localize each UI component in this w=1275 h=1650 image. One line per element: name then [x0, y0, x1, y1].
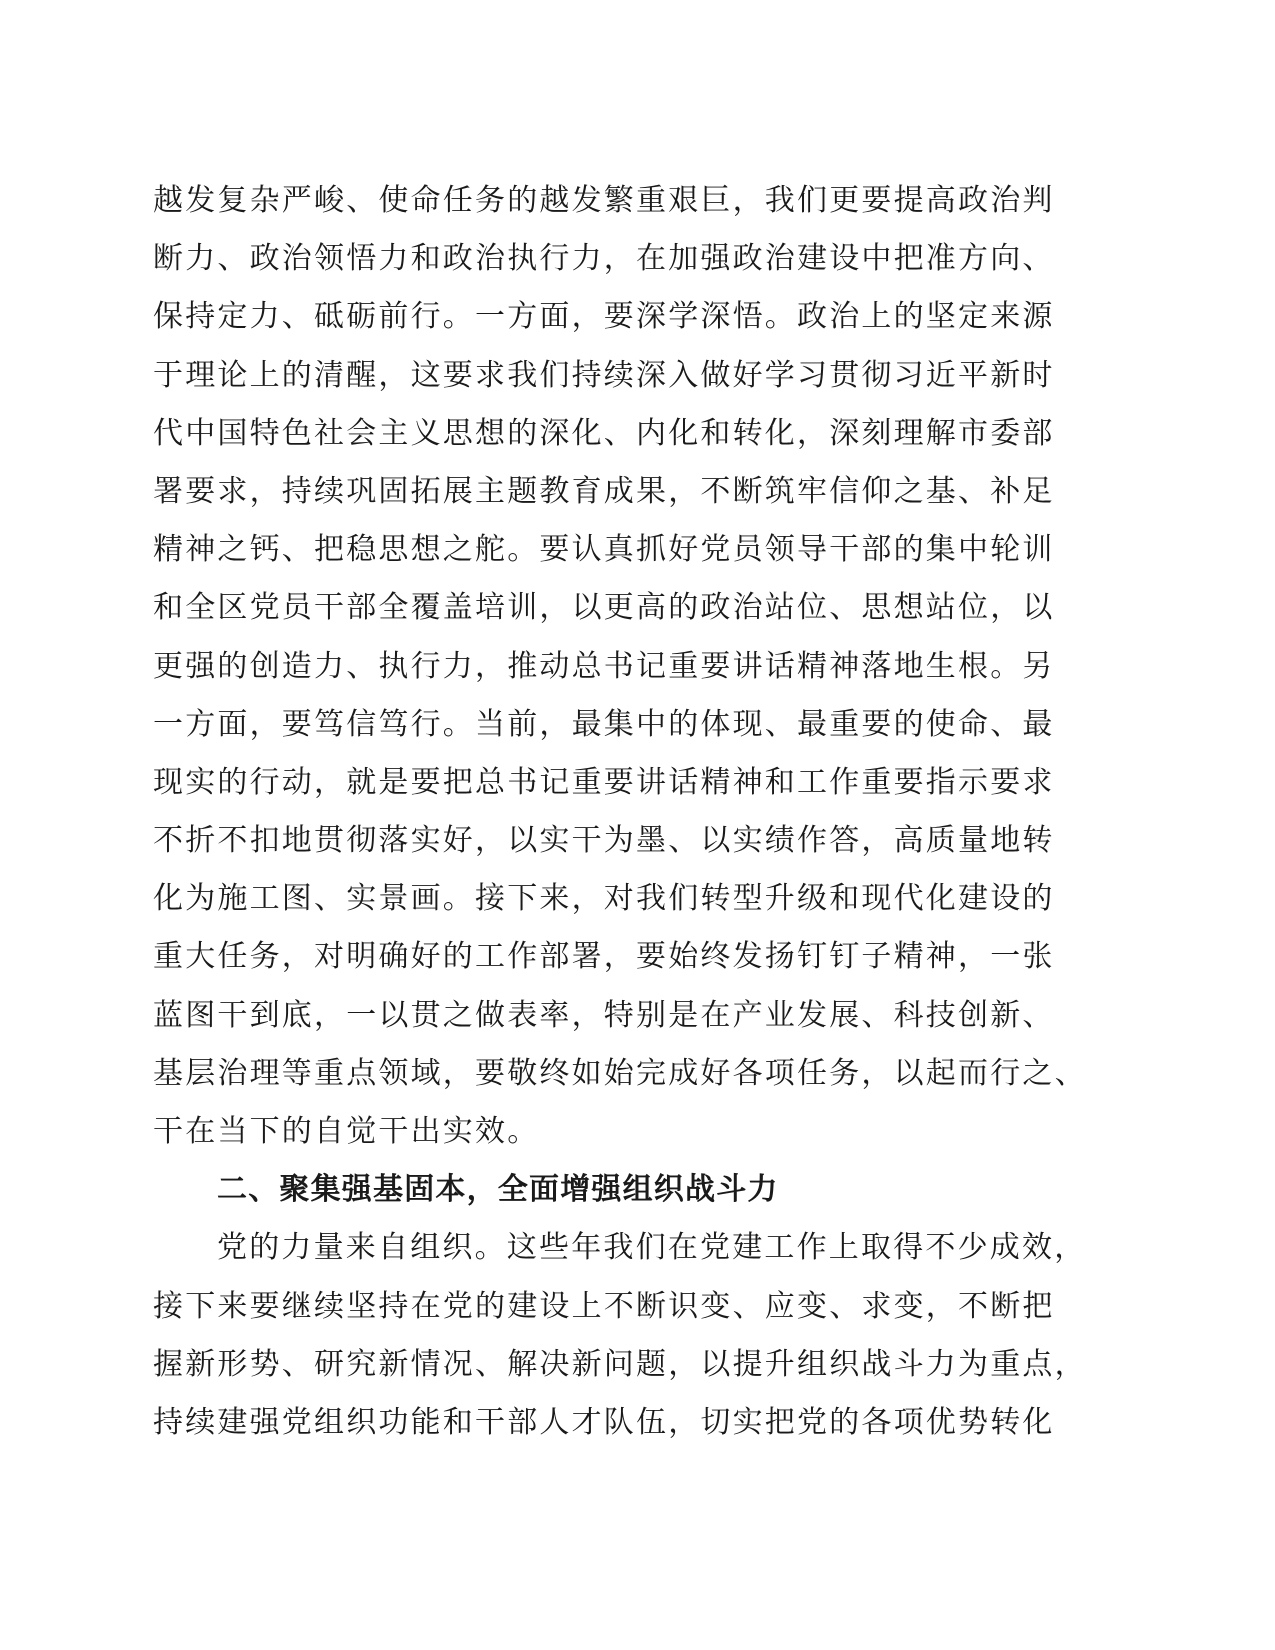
text-line: 握新形势、研究新情况、解决新问题，以提升组织战斗力为重点，: [153, 1346, 1087, 1382]
text-line: 不折不扣地贯彻落实好，以实干为墨、以实绩作答，高质量地转: [153, 823, 1055, 859]
text-line: 党的力量来自组织。这些年我们在党建工作上取得不少成效，: [217, 1230, 1087, 1266]
text-line: 于理论上的清醒，这要求我们持续深入做好学习贯彻习近平新时: [153, 357, 1055, 393]
text-line: 一方面，要笃信笃行。当前，最集中的体现、最重要的使命、最: [153, 706, 1055, 742]
text-line: 署要求，持续巩固拓展主题教育成果，不断筑牢信仰之基、补足: [153, 473, 1055, 509]
text-line: 基层治理等重点领域，要敬终如始完成好各项任务，以起而行之、: [153, 1055, 1087, 1091]
text-line: 更强的创造力、执行力，推动总书记重要讲话精神落地生根。另: [153, 648, 1055, 684]
text-line: 持续建强党组织功能和干部人才队伍，切实把党的各项优势转化: [153, 1404, 1055, 1440]
text-line: 越发复杂严峻、使命任务的越发繁重艰巨，我们更要提高政治判: [153, 183, 1055, 218]
section-heading: 二、聚集强基固本，全面增强组织战斗力: [217, 1172, 779, 1208]
text-line: 保持定力、砥砺前行。一方面，要深学深悟。政治上的坚定来源: [153, 299, 1055, 335]
text-line: 化为施工图、实景画。接下来，对我们转型升级和现代化建设的: [153, 881, 1055, 917]
text-line: 现实的行动，就是要把总书记重要讲话精神和工作重要指示要求: [153, 764, 1055, 800]
text-line: 断力、政治领悟力和政治执行力，在加强政治建设中把准方向、: [153, 241, 1055, 277]
text-line: 蓝图干到底，一以贯之做表率，特别是在产业发展、科技创新、: [153, 997, 1055, 1033]
text-line: 精神之钙、把稳思想之舵。要认真抓好党员领导干部的集中轮训: [153, 532, 1055, 568]
text-line: 和全区党员干部全覆盖培训，以更高的政治站位、思想站位，以: [153, 590, 1055, 626]
text-line: 干在当下的自觉干出实效。: [153, 1114, 540, 1149]
text-line: 重大任务，对明确好的工作部署，要始终发扬钉钉子精神，一张: [153, 939, 1055, 975]
text-line: 接下来要继续坚持在党的建设上不断识变、应变、求变，不断把: [153, 1288, 1055, 1324]
text-line: 代中国特色社会主义思想的深化、内化和转化，深刻理解市委部: [153, 415, 1055, 451]
body-text: [153, 172, 1113, 1452]
